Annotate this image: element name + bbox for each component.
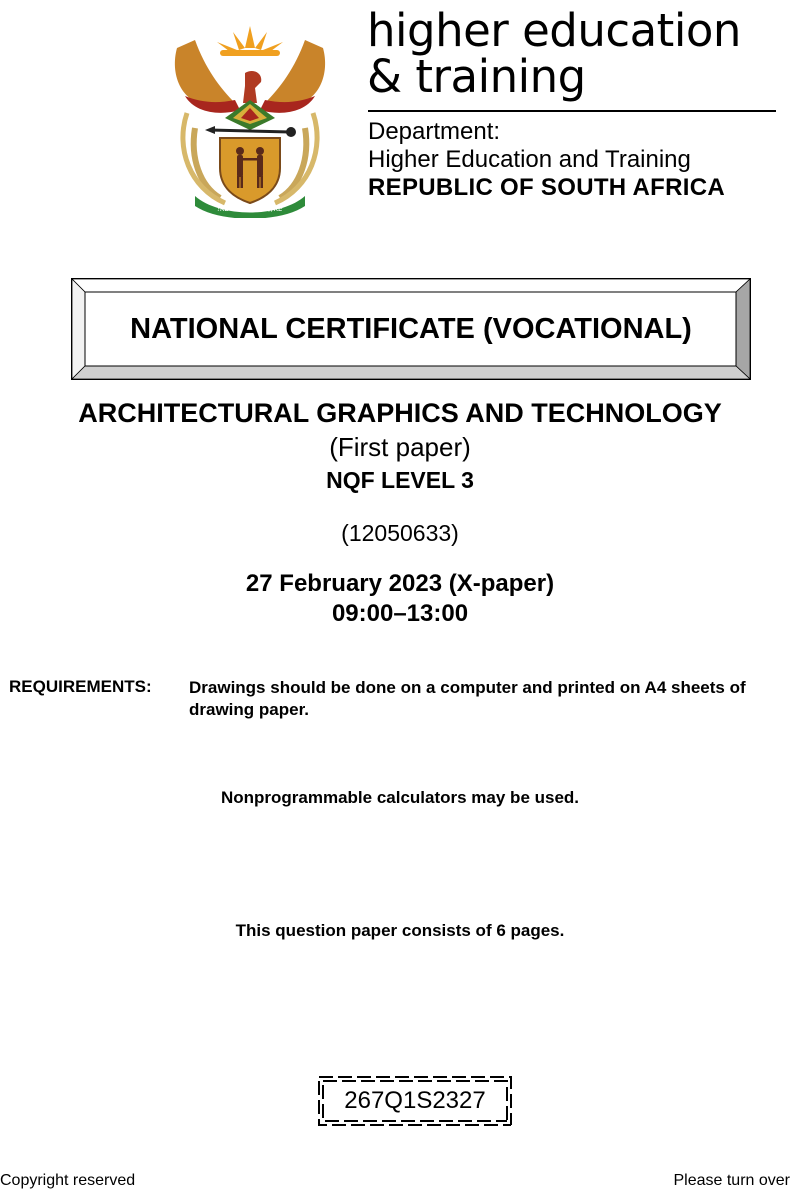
svg-text:!KE E: /XARRA //KE: !KE E: /XARRA //KE [217, 205, 283, 213]
paper-code: 267Q1S2327 [344, 1087, 486, 1114]
subject-title: ARCHITECTURAL GRAPHICS AND TECHNOLOGY [78, 398, 722, 428]
exam-time: 09:00–13:00 [331, 600, 469, 627]
paper-number: (First paper) [329, 432, 471, 462]
requirements-text: Drawings should be done on a computer and printed on A4 sheets of drawing paper. [189, 678, 746, 719]
calculator-note: Nonprogrammable calculators may be used. [220, 788, 580, 807]
page-count-note: This question paper consists of 6 pages. [235, 921, 565, 940]
brand-line-1: higher education [367, 4, 741, 57]
subject-code: (12050633) [341, 520, 459, 546]
footer-copyright: Copyright reserved [0, 1172, 136, 1189]
coat-of-arms-icon [165, 18, 335, 218]
footer-turn-over: Please turn over [673, 1172, 790, 1189]
country-name: REPUBLIC OF SOUTH AFRICA [368, 174, 725, 201]
department-name: Higher Education and Training [368, 146, 691, 173]
requirements-label: REQUIREMENTS: [9, 677, 152, 696]
exam-date: 27 February 2023 (X-paper) [245, 570, 555, 597]
banner-title: NATIONAL CERTIFICATE (VOCATIONAL) [130, 312, 692, 345]
nqf-level: NQF LEVEL 3 [326, 467, 474, 493]
brand-line-2: & training [367, 50, 586, 103]
brand-divider [368, 110, 776, 112]
department-label: Department: [368, 118, 501, 145]
